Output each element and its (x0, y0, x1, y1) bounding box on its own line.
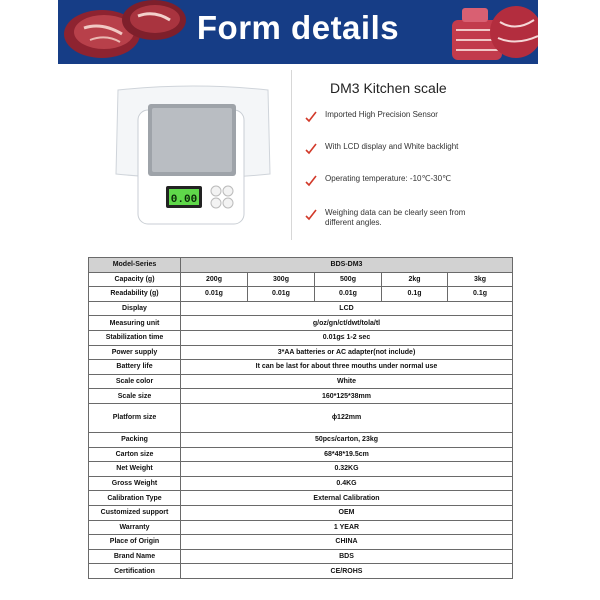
row-value: OEM (181, 505, 513, 520)
check-icon (305, 209, 317, 221)
capacity-cell: 2kg (382, 272, 448, 287)
row-label: Gross Weight (89, 476, 181, 491)
feature-item (305, 142, 545, 155)
row-value: 0.01g≤ 1-2 sec (181, 330, 513, 345)
row-label: Carton size (89, 447, 181, 462)
row-value: ϕ122mm (181, 403, 513, 432)
table-row (89, 491, 513, 506)
row-label: Warranty (89, 520, 181, 535)
table-row (89, 360, 513, 375)
readability-cell: 0.1g (382, 287, 448, 302)
table-row (89, 447, 513, 462)
table-row (89, 330, 513, 345)
table-row (89, 287, 513, 302)
row-value: g/oz/gn/ct/dwt/tola/tl (181, 316, 513, 331)
readability-cell: 0.01g (315, 287, 382, 302)
feature-item (305, 110, 545, 123)
feature-text: Imported High Precision Sensor (325, 110, 438, 119)
row-label: Power supply (89, 345, 181, 360)
table-row (89, 301, 513, 316)
row-value: BDS-DM3 (181, 258, 513, 273)
spec-table (88, 257, 513, 579)
feature-text: Operating temperature: -10℃-30℃ (325, 174, 452, 183)
row-label: Stabilization time (89, 330, 181, 345)
row-label: Model-Series (89, 258, 181, 273)
table-row (89, 345, 513, 360)
row-value: LCD (181, 301, 513, 316)
table-row (89, 403, 513, 432)
capacity-cell: 3kg (448, 272, 513, 287)
table-row (89, 316, 513, 331)
feature-text: With LCD display and White backlight (325, 142, 459, 151)
row-label: Customized support (89, 505, 181, 520)
readability-cell: 0.1g (448, 287, 513, 302)
capacity-cell: 300g (248, 272, 315, 287)
table-row (89, 535, 513, 550)
check-icon (305, 111, 317, 123)
row-label: Readability (g) (89, 287, 181, 302)
readability-cell: 0.01g (248, 287, 315, 302)
row-value: 68*48*19.5cm (181, 447, 513, 462)
table-row (89, 432, 513, 447)
row-value: It can be last for about three mouths under normal use (181, 360, 513, 375)
lcd-reading: 0.00 (170, 194, 198, 206)
row-label: Scale color (89, 374, 181, 389)
row-value: CHINA (181, 535, 513, 550)
kitchen-scale-image (108, 80, 278, 230)
row-value: CE/ROHS (181, 564, 513, 579)
capacity-cell: 200g (181, 272, 248, 287)
table-row (89, 549, 513, 564)
row-value: 1 YEAR (181, 520, 513, 535)
row-label: Capacity (g) (89, 272, 181, 287)
readability-cell: 0.01g (181, 287, 248, 302)
row-value: BDS (181, 549, 513, 564)
check-icon (305, 175, 317, 187)
table-row (89, 564, 513, 579)
table-header-row (89, 258, 513, 273)
row-label: Platform size (89, 403, 181, 432)
table-row (89, 520, 513, 535)
row-label: Battery life (89, 360, 181, 375)
row-value: 160*125*38mm (181, 389, 513, 404)
feature-item (305, 208, 545, 228)
row-value: 3*AA batteries or AC adapter(not include) (181, 345, 513, 360)
row-label: Place of Origin (89, 535, 181, 550)
feature-item (305, 174, 545, 187)
capacity-cell: 500g (315, 272, 382, 287)
vertical-divider (291, 70, 292, 240)
row-value: White (181, 374, 513, 389)
row-value: 0.32KG (181, 462, 513, 477)
row-label: Certification (89, 564, 181, 579)
row-value: External Calibration (181, 491, 513, 506)
page-title: Form details (196, 9, 400, 46)
table-row (89, 272, 513, 287)
check-icon (305, 143, 317, 155)
header-banner (58, 0, 538, 64)
table-row (89, 389, 513, 404)
row-label: Net Weight (89, 462, 181, 477)
table-row (89, 462, 513, 477)
row-label: Calibration Type (89, 491, 181, 506)
product-title: DM3 Kitchen scale (330, 80, 447, 96)
row-label: Packing (89, 432, 181, 447)
row-label: Brand Name (89, 549, 181, 564)
table-row (89, 374, 513, 389)
row-value: 0.4KG (181, 476, 513, 491)
row-value: 50pcs/carton, 23kg (181, 432, 513, 447)
row-label: Display (89, 301, 181, 316)
row-label: Measuring unit (89, 316, 181, 331)
feature-text: Weighing data can be clearly seen from different angles. (325, 208, 466, 227)
table-row (89, 505, 513, 520)
row-label: Scale size (89, 389, 181, 404)
table-row (89, 476, 513, 491)
sliced-meat-image (442, 2, 538, 64)
